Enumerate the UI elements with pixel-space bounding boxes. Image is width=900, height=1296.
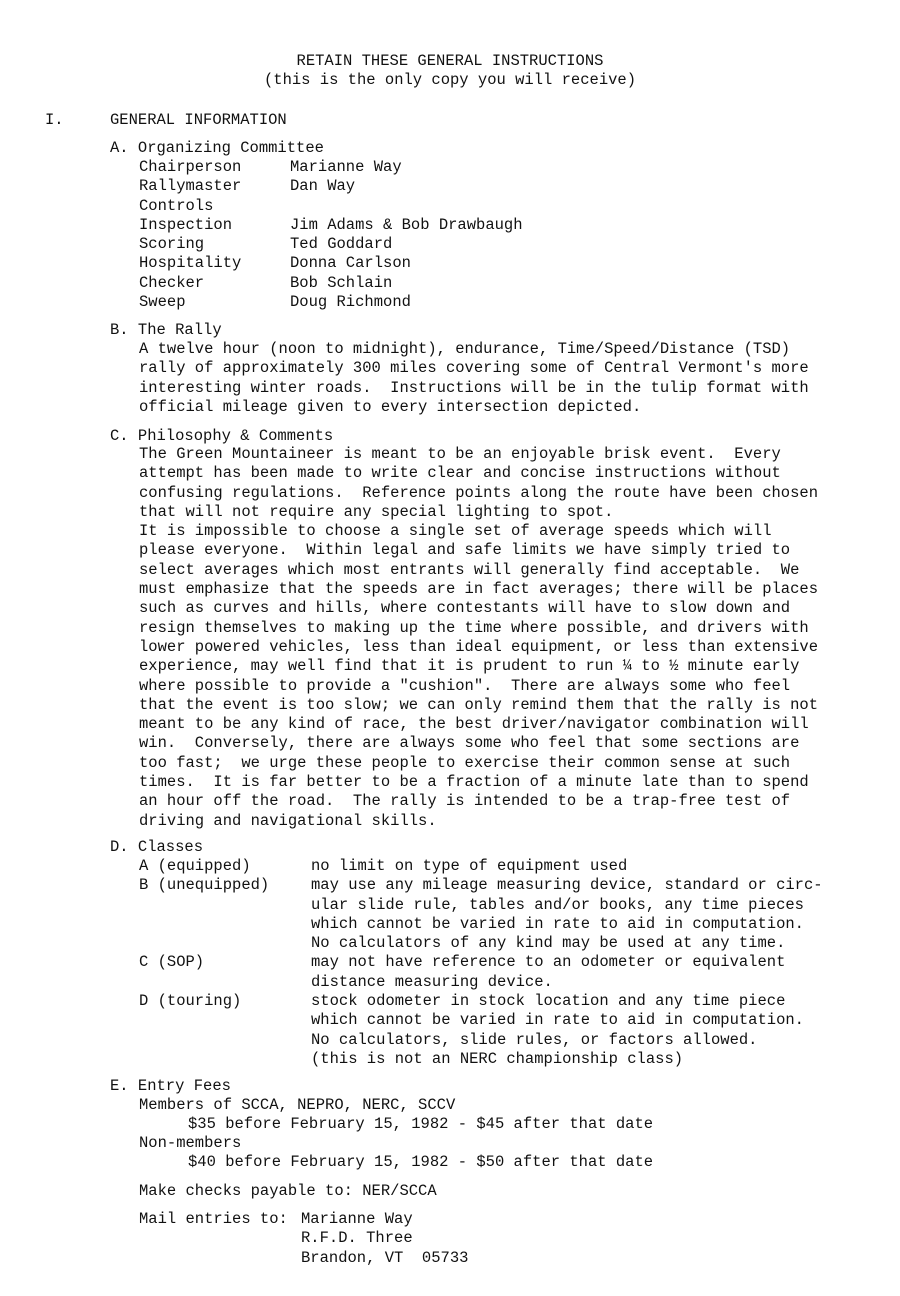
committee-row xyxy=(139,197,523,216)
committee-role: Chairperson xyxy=(139,158,242,176)
rally-line: rally of approximately 300 miles covering some of Central Vermont's more xyxy=(139,359,809,378)
class-description: ular slide rule, tables and/or books, any time pieces xyxy=(311,895,804,914)
class-description: may not have reference to an odometer or equivalent xyxy=(311,953,786,972)
philosophy-line: times. It is far better to be a fraction of a minute late than to spend xyxy=(139,773,809,792)
class-row xyxy=(139,1050,823,1069)
class-label xyxy=(139,1011,311,1030)
class-description: which cannot be varied in rate to aid in computation. xyxy=(311,914,804,933)
philosophy-line: must emphasize that the speeds are in fact averages; there will be places xyxy=(139,580,819,599)
philosophy-line: select averages which most entrants will generally find acceptable. We xyxy=(139,560,800,579)
committee-name: Doug Richmond xyxy=(290,293,411,312)
committee-role: Checker xyxy=(139,273,205,292)
philosophy-line: such as curves and hills, where contestants will have to slow down and xyxy=(139,599,791,618)
committee-list xyxy=(139,158,523,312)
philosophy-line: win. Conversely, there are always some who feel that some sections are xyxy=(139,734,800,753)
philosophy-line: too fast; we urge these people to exercise their common sense at such xyxy=(139,753,791,772)
philosophy-line: that will not require any special lighting to spot. xyxy=(139,502,614,521)
fees-nonmembers-line: Non-members xyxy=(139,1134,242,1152)
fees-heading: E. Entry Fees xyxy=(110,1077,231,1095)
class-row xyxy=(139,896,823,915)
philosophy-line: that the event is too slow; we can only remind them that the rally is not xyxy=(139,695,819,714)
fees-nonmembers-amount: $40 before February 15, 1982 - $50 after that date xyxy=(188,1153,654,1171)
committee-row xyxy=(139,216,523,235)
committee-row xyxy=(139,293,523,312)
philosophy-line: an hour off the road. The rally is intended to be a trap-free test of xyxy=(139,792,791,811)
class-description: may use any mileage measuring device, standard or circ- xyxy=(311,876,823,895)
class-description: No calculators, slide rules, or factors allowed. xyxy=(311,1030,758,1049)
mail-label: Mail entries to: xyxy=(139,1210,298,1228)
committee-name: Jim Adams & Bob Drawbaugh xyxy=(290,215,523,234)
class-row xyxy=(139,915,823,934)
philosophy-line: attempt has been made to write clear and concise instructions without xyxy=(139,464,781,483)
fees-members-line: Members of SCCA, NEPRO, NERC, SCCV xyxy=(139,1096,456,1114)
class-label xyxy=(139,973,311,992)
committee-role: Controls xyxy=(139,196,214,215)
class-label xyxy=(139,915,311,934)
address-line: Brandon, VT 05733 xyxy=(301,1248,469,1267)
address-line: R.F.D. Three xyxy=(301,1229,413,1248)
class-description: No calculators of any kind may be used at any time. xyxy=(311,934,786,953)
class-label: D (touring) xyxy=(139,992,242,1011)
committee-row xyxy=(139,274,523,293)
class-label xyxy=(139,1031,311,1050)
class-description: distance measuring device. xyxy=(311,972,553,991)
philosophy-line: confusing regulations. Reference points along the route have been chosen xyxy=(139,483,819,502)
class-label: C (SOP) xyxy=(139,953,205,972)
class-row xyxy=(139,876,823,895)
philosophy-heading: C. Philosophy & Comments xyxy=(110,427,334,445)
document-title: RETAIN THESE GENERAL INSTRUCTIONS xyxy=(296,52,604,70)
rally-line: A twelve hour (noon to midnight), endurance, Time/Speed/Distance (TSD) xyxy=(139,340,791,358)
class-row xyxy=(139,953,823,972)
class-row xyxy=(139,1031,823,1050)
class-row xyxy=(139,857,823,876)
committee-role: Sweep xyxy=(139,293,186,312)
committee-row xyxy=(139,177,523,196)
committee-row xyxy=(139,235,523,254)
classes-heading: D. Classes xyxy=(110,838,204,856)
class-row xyxy=(139,1011,823,1030)
committee-heading: A. Organizing Committee xyxy=(110,139,324,157)
philosophy-text xyxy=(139,445,818,831)
class-label: A (equipped) xyxy=(139,857,251,875)
class-label xyxy=(139,934,311,953)
rally-line: interesting winter roads. Instructions will be in the tulip format with xyxy=(139,378,809,397)
philosophy-line: where possible to provide a "cushion". There are always some who feel xyxy=(139,676,791,695)
committee-role: Rallymaster xyxy=(139,177,242,196)
philosophy-line: driving and navigational skills. xyxy=(139,811,437,830)
committee-role: Scoring xyxy=(139,235,205,254)
philosophy-line: It is impossible to choose a single set of average speeds which will xyxy=(139,522,772,541)
fees-members-amount: $35 before February 15, 1982 - $45 after that date xyxy=(188,1115,654,1133)
committee-role: Hospitality xyxy=(139,254,242,273)
philosophy-line: The Green Mountaineer is meant to be an enjoyable brisk event. Every xyxy=(139,445,781,463)
class-row xyxy=(139,992,823,1011)
philosophy-line: resign themselves to making up the time where possible, and drivers with xyxy=(139,618,809,637)
rally-description xyxy=(139,340,809,417)
class-description: which cannot be varied in rate to aid in computation. xyxy=(311,1011,804,1030)
committee-name: Bob Schlain xyxy=(290,273,393,292)
committee-row xyxy=(139,254,523,273)
checks-payable: Make checks payable to: NER/SCCA xyxy=(139,1182,437,1200)
rally-line: official mileage given to every intersection depicted. xyxy=(139,397,642,416)
committee-name: Ted Goddard xyxy=(290,235,393,254)
rally-heading: B. The Rally xyxy=(110,321,222,339)
committee-name: Donna Carlson xyxy=(290,254,411,273)
classes-list xyxy=(139,857,823,1069)
class-row xyxy=(139,973,823,992)
class-label xyxy=(139,896,311,915)
address-line: Marianne Way xyxy=(301,1210,413,1228)
committee-role: Inspection xyxy=(139,215,233,234)
class-description: stock odometer in stock location and any time piece xyxy=(311,992,786,1011)
committee-name: Marianne Way xyxy=(290,158,402,176)
philosophy-line: lower powered vehicles, less than ideal equipment, or less than extensive xyxy=(139,637,819,656)
class-row xyxy=(139,934,823,953)
committee-name: Dan Way xyxy=(290,177,356,196)
section-numeral: I. xyxy=(45,111,64,129)
philosophy-line: please everyone. Within legal and safe limits we have simply tried to xyxy=(139,541,791,560)
committee-row xyxy=(139,158,523,177)
section-title: GENERAL INFORMATION xyxy=(110,111,287,129)
class-description: (this is not an NERC championship class) xyxy=(311,1049,684,1068)
mailing-address xyxy=(301,1210,468,1268)
class-description: no limit on type of equipment used xyxy=(311,857,628,875)
philosophy-line: meant to be any kind of race, the best driver/navigator combination will xyxy=(139,715,809,734)
document-subtitle: (this is the only copy you will receive) xyxy=(263,71,637,89)
class-label xyxy=(139,1050,311,1069)
class-label: B (unequipped) xyxy=(139,876,270,895)
philosophy-line: experience, may well find that it is prudent to run ¼ to ½ minute early xyxy=(139,657,800,676)
